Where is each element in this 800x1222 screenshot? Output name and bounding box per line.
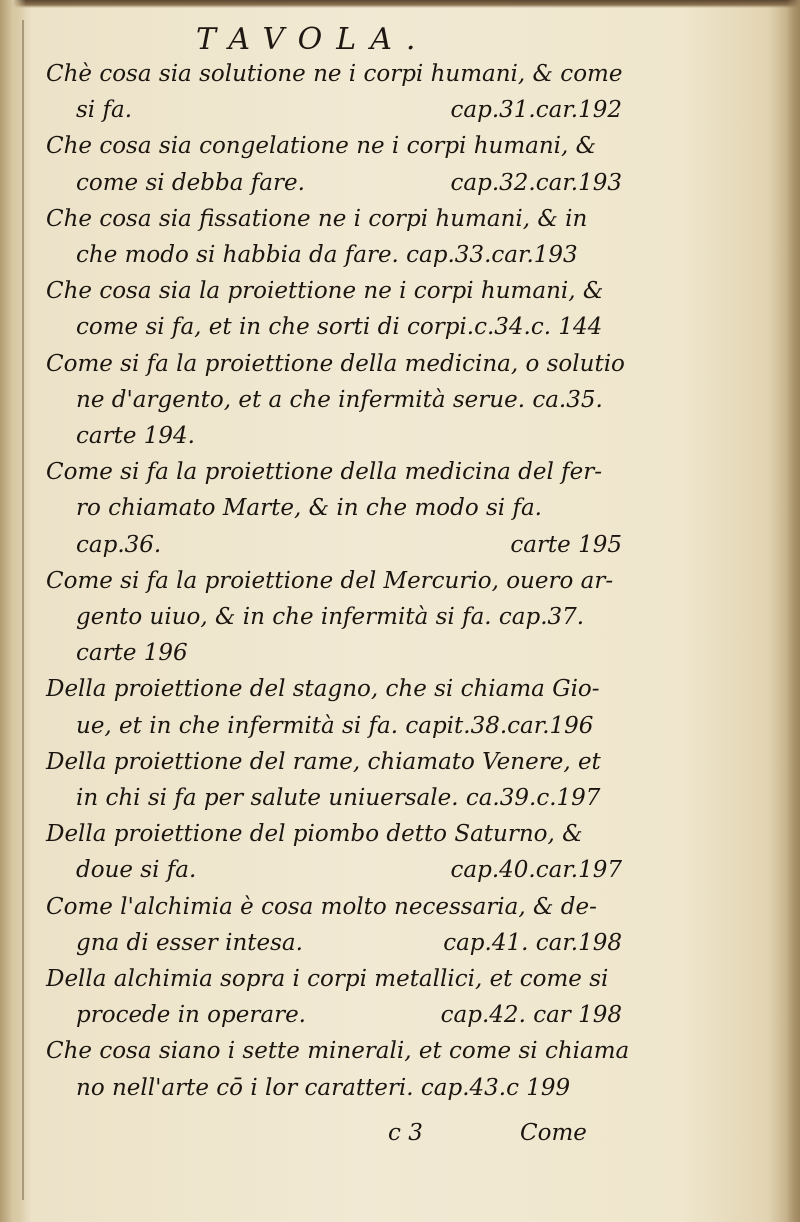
toc-line-text: si fa. <box>76 97 133 124</box>
toc-line-text: ne d'argento, et a che infermità serue. ca.35. <box>76 386 603 413</box>
toc-line-text: carte 194. <box>76 423 195 449</box>
toc-line-text: che modo si habbia da fare. cap.33.car.193 <box>76 242 578 268</box>
toc-line <box>46 744 622 780</box>
toc-line-text: carte 196 <box>76 640 188 667</box>
toc-line-text: Che cosa sia la proiettione ne i corpi humani, & <box>46 278 604 305</box>
signature-mark: c 3 <box>388 1120 423 1146</box>
toc-line-text: Chè cosa sia solutione ne i corpi humani, & come <box>46 61 623 87</box>
toc-line <box>76 635 622 671</box>
toc-line-text: cap.36. <box>76 531 162 558</box>
toc-line-text: doue si fa. <box>76 857 197 884</box>
toc-line-text: gna di esser intesa. <box>76 929 303 956</box>
toc-line-text: Della proiettione del piombo detto Saturno, & <box>46 821 583 848</box>
toc-line <box>46 961 622 997</box>
toc-line-text: Come l'alchimia è cosa molto necessaria, & de- <box>46 893 597 920</box>
toc-line-text: gento uiuo, & in che infermità si fa. cap.37. <box>76 604 585 630</box>
toc-line-text: in chi si fa per salute uniuersale. ca.39.c.197 <box>76 785 601 811</box>
toc-line <box>76 490 622 526</box>
toc-line <box>76 527 622 563</box>
toc-line-reference: carte 195 <box>510 531 622 558</box>
running-head: TAVOLA. <box>196 22 430 57</box>
toc-line <box>76 418 622 454</box>
toc-line-text: Che cosa sia fissatione ne i corpi humani, & in <box>46 205 588 232</box>
toc-line <box>46 201 622 237</box>
toc-line <box>76 309 622 345</box>
toc-line-text: Come si fa la proiettione della medicina del fer- <box>46 459 603 486</box>
toc-line <box>76 925 622 961</box>
toc-line-text: Della alchimia sopra i corpi metallici, et come si <box>46 966 609 992</box>
toc-line <box>76 780 622 816</box>
toc-line-text: no nell'arte cō i lor caratteri. cap.43.c 199 <box>76 1074 571 1101</box>
toc-line <box>46 1033 630 1069</box>
toc-line-reference: cap.32.car.193 <box>450 169 622 196</box>
toc-line <box>46 454 622 490</box>
toc-line-text: Che cosa sia congelatione ne i corpi humani, & <box>46 133 597 160</box>
toc-line <box>46 346 625 382</box>
toc-line <box>76 92 622 128</box>
toc-line-text: Della proiettione del stagno, che si chiama Gio- <box>46 676 600 703</box>
toc-line <box>76 165 622 201</box>
toc-line-text: come si debba fare. <box>76 169 305 196</box>
toc-line-reference: cap.42. car 198 <box>440 1002 622 1029</box>
toc-line <box>76 1070 622 1106</box>
toc-line <box>46 128 622 164</box>
toc-line <box>46 816 622 852</box>
toc-line-reference: cap.40.car.197 <box>450 857 622 884</box>
toc-line <box>46 273 622 309</box>
toc-line-reference: cap.31.car.192 <box>450 97 622 124</box>
toc-line-text: Della proiettione del rame, chiamato Venere, et <box>46 748 601 775</box>
toc-line <box>76 237 622 273</box>
toc-line-text: come si fa, et in che sorti di corpi.c.34.c. 144 <box>76 314 603 341</box>
toc-line <box>76 708 622 744</box>
toc-line-text: Come si fa la proiettione del Mercurio, ouero ar- <box>46 567 614 594</box>
toc-line-text: ue, et in che infermità si fa. capit.38.car.196 <box>76 712 594 739</box>
toc-line <box>76 852 622 888</box>
toc-line <box>46 563 622 599</box>
toc-line-text: Che cosa siano i sette minerali, et come si chiama <box>46 1038 630 1065</box>
catchword: Come <box>520 1120 587 1146</box>
toc-line-text: Come si fa la proiettione della medicina, o solutio <box>46 350 625 377</box>
toc-line-text: ro chiamato Marte, & in che modo si fa. <box>76 495 542 522</box>
toc-line <box>76 997 622 1033</box>
toc-line <box>46 889 622 925</box>
toc-line <box>46 671 622 707</box>
toc-line <box>46 56 622 92</box>
toc-line-text: procede in operare. <box>76 1002 306 1029</box>
toc-line <box>76 599 622 635</box>
toc-line-reference: cap.41. car.198 <box>443 929 622 956</box>
toc-line <box>76 382 622 418</box>
